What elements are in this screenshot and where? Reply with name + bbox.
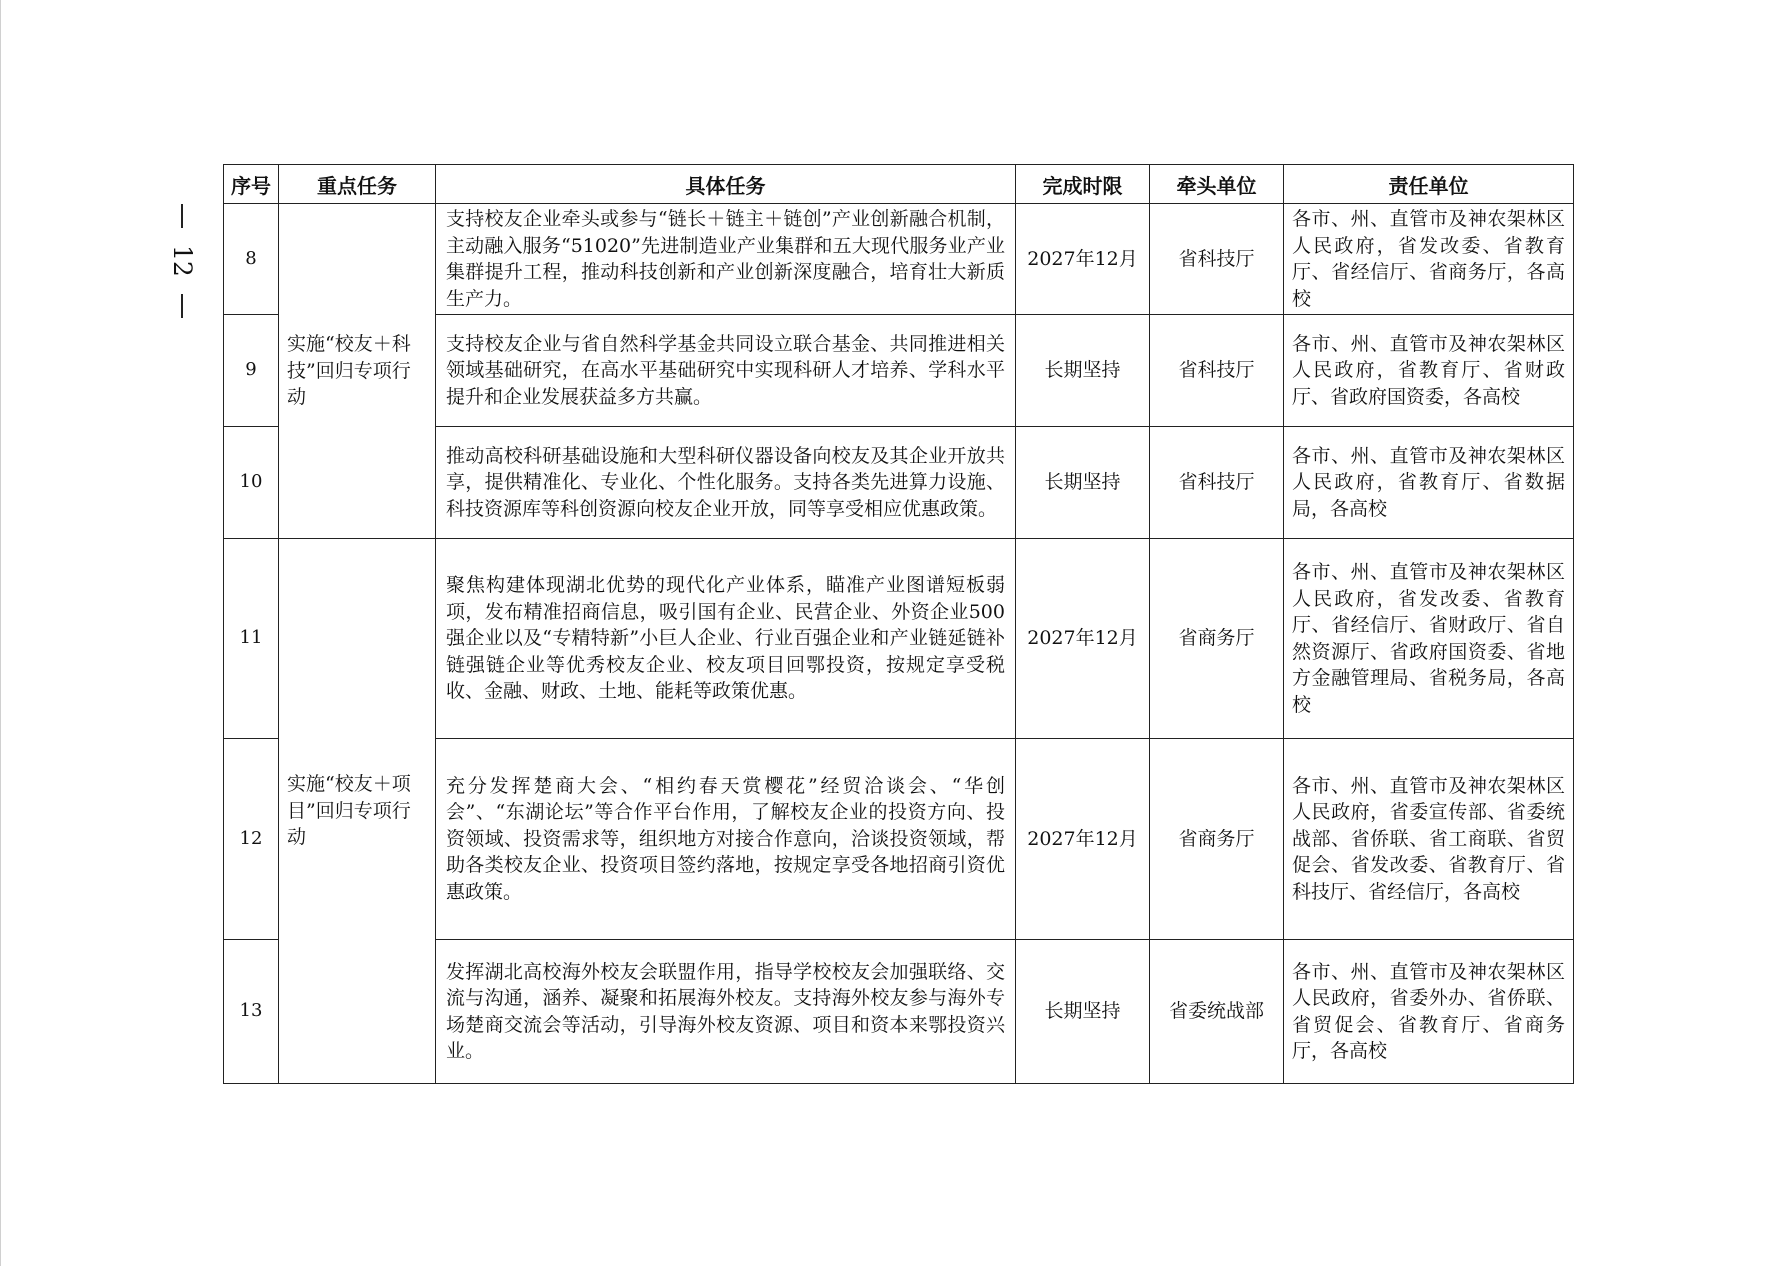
header-lead-unit: 牵头单位 bbox=[1150, 165, 1284, 204]
seq-cell: 13 bbox=[224, 940, 279, 1084]
lead-unit-cell: 省科技厅 bbox=[1150, 315, 1284, 427]
header-seq: 序号 bbox=[224, 165, 279, 204]
key-task-cell: 实施“校友＋项目”回归专项行动 bbox=[279, 539, 436, 1084]
page-number-dash bbox=[181, 294, 183, 318]
detail-cell: 支持校友企业牵头或参与“链长＋链主＋链创”产业创新融合机制，主动融入服务“51020”先进制造业产业集群和五大现代服务业产业集群提升工程，推动科技创新和产业创新深度融合，培育壮大新质生产力。 bbox=[436, 204, 1016, 315]
seq-cell: 8 bbox=[224, 204, 279, 315]
deadline-cell: 长期坚持 bbox=[1016, 315, 1150, 427]
page-number-text: 12 bbox=[168, 245, 197, 277]
header-responsible-units: 责任单位 bbox=[1284, 165, 1574, 204]
deadline-cell: 长期坚持 bbox=[1016, 427, 1150, 539]
task-table bbox=[223, 164, 1574, 1084]
deadline-cell: 2027年12月 bbox=[1016, 539, 1150, 739]
page-number bbox=[168, 204, 197, 318]
table-row bbox=[224, 539, 1574, 739]
page-number-dash bbox=[181, 204, 183, 228]
deadline-cell: 长期坚持 bbox=[1016, 940, 1150, 1084]
responsible-units-cell: 各市、州、直管市及神农架林区人民政府，省发改委、省教育厅、省经信厅、省商务厅，各高校 bbox=[1284, 204, 1574, 315]
lead-unit-cell: 省科技厅 bbox=[1150, 427, 1284, 539]
responsible-units-cell: 各市、州、直管市及神农架林区人民政府，省委宣传部、省委统战部、省侨联、省工商联、省贸促会、省发改委、省教育厅、省科技厅、省经信厅，各高校 bbox=[1284, 739, 1574, 940]
detail-cell: 支持校友企业与省自然科学基金共同设立联合基金、共同推进相关领域基础研究，在高水平基础研究中实现科研人才培养、学科水平提升和企业发展获益多方共赢。 bbox=[436, 315, 1016, 427]
seq-cell: 12 bbox=[224, 739, 279, 940]
detail-cell: 聚焦构建体现湖北优势的现代化产业体系，瞄准产业图谱短板弱项，发布精准招商信息，吸引国有企业、民营企业、外资企业500强企业以及“专精特新”小巨人企业、行业百强企业和产业链延链补链强链企业等优秀校友企业、校友项目回鄂投资，按规定享受税收、金融、财政、土地、能耗等政策优惠。 bbox=[436, 539, 1016, 739]
lead-unit-cell: 省商务厅 bbox=[1150, 539, 1284, 739]
seq-cell: 11 bbox=[224, 539, 279, 739]
detail-cell: 发挥湖北高校海外校友会联盟作用，指导学校校友会加强联络、交流与沟通，涵养、凝聚和拓展海外校友。支持海外校友参与海外专场楚商交流会等活动，引导海外校友资源、项目和资本来鄂投资兴业。 bbox=[436, 940, 1016, 1084]
lead-unit-cell: 省委统战部 bbox=[1150, 940, 1284, 1084]
deadline-cell: 2027年12月 bbox=[1016, 739, 1150, 940]
detail-cell: 推动高校科研基础设施和大型科研仪器设备向校友及其企业开放共享，提供精准化、专业化、个性化服务。支持各类先进算力设施、科技资源库等科创资源向校友企业开放，同等享受相应优惠政策。 bbox=[436, 427, 1016, 539]
responsible-units-cell: 各市、州、直管市及神农架林区人民政府，省教育厅、省数据局，各高校 bbox=[1284, 427, 1574, 539]
header-key-task: 重点任务 bbox=[279, 165, 436, 204]
key-task-cell: 实施“校友＋科技”回归专项行动 bbox=[279, 204, 436, 539]
header-deadline: 完成时限 bbox=[1016, 165, 1150, 204]
page-edge bbox=[0, 0, 1, 1266]
lead-unit-cell: 省科技厅 bbox=[1150, 204, 1284, 315]
header-detail: 具体任务 bbox=[436, 165, 1016, 204]
responsible-units-cell: 各市、州、直管市及神农架林区人民政府，省教育厅、省财政厅、省政府国资委，各高校 bbox=[1284, 315, 1574, 427]
responsible-units-cell: 各市、州、直管市及神农架林区人民政府，省委外办、省侨联、省贸促会、省教育厅、省商务厅，各高校 bbox=[1284, 940, 1574, 1084]
lead-unit-cell: 省商务厅 bbox=[1150, 739, 1284, 940]
deadline-cell: 2027年12月 bbox=[1016, 204, 1150, 315]
seq-cell: 9 bbox=[224, 315, 279, 427]
table-header-row bbox=[224, 165, 1574, 204]
table-row bbox=[224, 204, 1574, 315]
detail-cell: 充分发挥楚商大会、“相约春天赏樱花”经贸洽谈会、“华创会”、“东湖论坛”等合作平台作用，了解校友企业的投资方向、投资领域、投资需求等，组织地方对接合作意向，洽谈投资领域，帮助各类校友企业、投资项目签约落地，按规定享受各地招商引资优惠政策。 bbox=[436, 739, 1016, 940]
seq-cell: 10 bbox=[224, 427, 279, 539]
responsible-units-cell: 各市、州、直管市及神农架林区人民政府，省发改委、省教育厅、省经信厅、省财政厅、省自然资源厅、省政府国资委、省地方金融管理局、省税务局，各高校 bbox=[1284, 539, 1574, 739]
